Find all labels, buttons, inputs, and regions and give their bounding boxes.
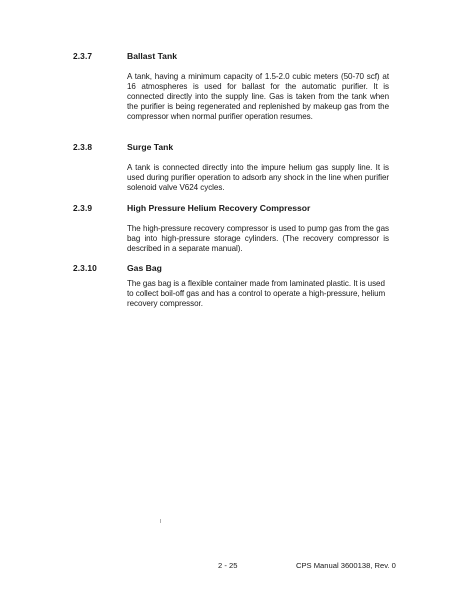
section-number: 2.3.9 [73,203,93,213]
section-number: 2.3.8 [73,142,93,152]
section-body: A tank is connected directly into the impure helium gas supply line. It is used during purifier operation to adsorb any shock in the line when purifier solenoid valve V624 cycles. [127,163,389,192]
section-title: Surge Tank [127,142,174,152]
footer-document-id: CPS Manual 3600138, Rev. 0 [296,561,396,570]
section-title: High Pressure Helium Recovery Compressor [127,203,311,213]
section-body: The gas bag is a flexible container made from laminated plastic. It is used to collect boil-off gas and has a control to operate a high-pressure, helium recovery compressor. [127,279,386,308]
section-body: A tank, having a minimum capacity of 1.5-2.0 cubic meters (50-70 scf) at 16 atmospheres is used for ballast for the automatic purifier. It is connected directly into the supply line. Gas is taken from the tank when the purifier is being regenerated and replenished by makeup gas from the compressor when normal purifier operation resumes. [127,72,389,121]
section-number: 2.3.10 [73,263,97,273]
section-number: 2.3.7 [73,51,93,61]
section-title: Ballast Tank [127,51,177,61]
section-body: The high-pressure recovery compressor is used to pump gas from the gas bag into high-pressure storage cylinders. (The recovery compressor is described in a separate manual). [127,224,389,253]
scan-mark [160,519,161,523]
section-title: Gas Bag [127,263,162,273]
footer-page-number: 2 - 25 [218,561,238,570]
